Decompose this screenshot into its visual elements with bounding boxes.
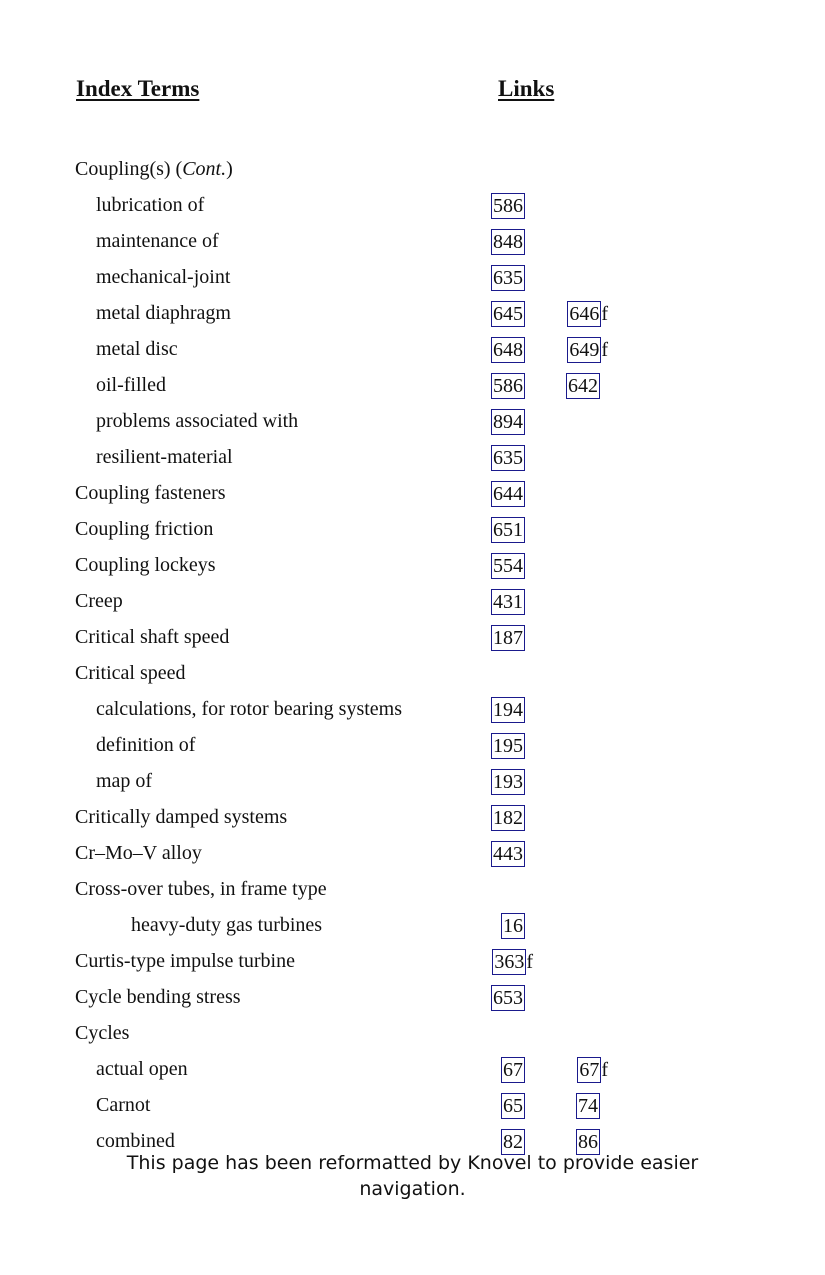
index-entry-row xyxy=(0,840,825,876)
page-link-group xyxy=(501,913,525,939)
index-term-text: combined xyxy=(96,1130,175,1152)
index-term xyxy=(96,192,204,218)
page-link[interactable]: 554 xyxy=(493,555,523,577)
index-entry-row xyxy=(0,336,825,372)
page-link[interactable]: 644 xyxy=(493,483,523,505)
index-term xyxy=(96,768,152,794)
page-link-group xyxy=(501,1057,525,1083)
index-entry-row xyxy=(0,264,825,300)
index-entry-row xyxy=(0,156,825,192)
index-entry-row xyxy=(0,444,825,480)
index-entry-row xyxy=(0,912,825,948)
page-link[interactable]: 635 xyxy=(493,447,523,469)
links-heading: Links xyxy=(498,76,555,101)
page-link[interactable]: 194 xyxy=(493,699,523,721)
index-term xyxy=(75,984,241,1010)
page-link[interactable]: 894 xyxy=(493,411,523,433)
index-term-text: Cr–Mo–V alloy xyxy=(75,842,202,864)
index-entry-row xyxy=(0,480,825,516)
page-link-group xyxy=(491,481,525,507)
page-link[interactable]: 645 xyxy=(493,303,523,325)
index-term xyxy=(75,624,229,650)
page-link-group xyxy=(491,841,525,867)
index-term xyxy=(96,408,298,434)
page-link-group xyxy=(491,373,525,399)
page-link[interactable]: 848 xyxy=(493,231,523,253)
index-term-text: Curtis-type impulse turbine xyxy=(75,950,295,972)
page-link[interactable]: 586 xyxy=(493,195,523,217)
index-term-text: Critically damped systems xyxy=(75,806,288,828)
page-link[interactable]: 86 xyxy=(578,1131,598,1153)
index-term-text: Creep xyxy=(75,590,123,612)
page-link-group xyxy=(491,337,525,363)
page-link[interactable]: 648 xyxy=(493,339,523,361)
page-link-group xyxy=(491,625,525,651)
index-term xyxy=(96,732,195,758)
index-entry-row xyxy=(0,192,825,228)
index-term xyxy=(75,588,123,614)
page-link-group xyxy=(567,301,608,327)
page-link[interactable]: 363 xyxy=(494,951,525,973)
page-link-group xyxy=(491,517,525,543)
index-entry-row xyxy=(0,984,825,1020)
index-term xyxy=(96,228,219,254)
page-link[interactable]: 651 xyxy=(493,519,523,541)
page-link[interactable]: 16 xyxy=(503,915,523,937)
index-term-text: map of xyxy=(96,770,153,792)
page-link[interactable]: 182 xyxy=(493,807,523,829)
index-term xyxy=(75,516,213,542)
index-entry-row xyxy=(0,1020,825,1056)
index-entry-row xyxy=(0,948,825,984)
figure-suffix: f xyxy=(601,303,608,325)
index-term xyxy=(75,1020,129,1046)
index-term xyxy=(75,480,226,506)
index-entry-row xyxy=(0,408,825,444)
index-term xyxy=(96,696,402,722)
index-term-text: Coupling lockeys xyxy=(75,554,216,576)
page-link-group xyxy=(491,553,525,579)
page-link-group xyxy=(491,733,525,759)
page-link[interactable]: 195 xyxy=(493,735,523,757)
page-link[interactable]: 67 xyxy=(503,1059,523,1081)
page-link[interactable]: 193 xyxy=(493,771,523,793)
index-entry-row xyxy=(0,732,825,768)
footer-line-1: This page has been reformatted by Knovel to provide easier xyxy=(126,1152,699,1174)
index-entry-row xyxy=(0,228,825,264)
index-term-text: actual open xyxy=(96,1058,188,1080)
index-term-text: metal diaphragm xyxy=(96,302,231,324)
index-term-text: Coupling(s) ( xyxy=(75,158,183,180)
index-term xyxy=(96,264,230,290)
page-link[interactable]: 67 xyxy=(579,1059,600,1081)
page-link-group xyxy=(491,409,525,435)
index-term xyxy=(75,156,233,182)
index-term-text: Cycles xyxy=(75,1022,130,1044)
index-entry-row xyxy=(0,552,825,588)
index-term xyxy=(75,840,202,866)
page-link[interactable]: 649 xyxy=(569,339,600,361)
index-entry-row xyxy=(0,696,825,732)
page-link[interactable]: 431 xyxy=(493,591,523,613)
index-term xyxy=(96,300,231,326)
page-link[interactable]: 586 xyxy=(493,375,523,397)
index-term-text: Coupling fasteners xyxy=(75,482,226,504)
index-term-text: Critical shaft speed xyxy=(75,626,230,648)
page-link-group xyxy=(491,301,525,327)
index-entry-row xyxy=(0,300,825,336)
index-term-text: Critical speed xyxy=(75,662,186,684)
page-link-group xyxy=(577,1057,608,1083)
index-term-text: Cross-over tubes, in frame type xyxy=(75,878,327,900)
page-link-group xyxy=(491,589,525,615)
index-term xyxy=(75,660,186,686)
page-link-group xyxy=(491,805,525,831)
page-link-group xyxy=(491,193,525,219)
index-entry-row xyxy=(0,768,825,804)
index-entry-row xyxy=(0,804,825,840)
index-term-text: calculations, for rotor bearing systems xyxy=(96,698,403,720)
index-term xyxy=(75,804,287,830)
page-link-group xyxy=(491,265,525,291)
page-link[interactable]: 187 xyxy=(493,627,523,649)
index-term-text: lubrication of xyxy=(96,194,205,216)
page-link[interactable]: 82 xyxy=(503,1131,523,1153)
page-link-group xyxy=(491,445,525,471)
page-link-group xyxy=(567,337,608,363)
index-term-continued: Cont. xyxy=(182,158,227,180)
index-term xyxy=(75,552,216,578)
index-entry-row xyxy=(0,372,825,408)
index-term-text: heavy-duty gas turbines xyxy=(131,914,323,936)
index-term-text: Coupling friction xyxy=(75,518,214,540)
page-link[interactable]: 653 xyxy=(493,987,523,1009)
index-term-text: resilient-material xyxy=(96,446,233,468)
figure-suffix: f xyxy=(526,951,533,973)
page-link[interactable]: 65 xyxy=(503,1095,523,1117)
index-term xyxy=(96,1056,188,1082)
index-term-text: mechanical-joint xyxy=(96,266,231,288)
page-link-group xyxy=(576,1093,600,1119)
index-term xyxy=(75,948,295,974)
index-term xyxy=(96,372,166,398)
index-entry-row xyxy=(0,1092,825,1128)
footer-line-2: navigation. xyxy=(359,1178,466,1200)
index-term xyxy=(96,1092,150,1118)
figure-suffix: f xyxy=(601,1059,608,1081)
index-entry-row xyxy=(0,624,825,660)
page-link-group xyxy=(566,373,600,399)
page-link-group xyxy=(491,769,525,795)
index-entry-row xyxy=(0,516,825,552)
page-link[interactable]: 74 xyxy=(578,1095,598,1117)
index-term-text: Cycle bending stress xyxy=(75,986,241,1008)
index-term xyxy=(131,912,322,938)
knovel-footer-note xyxy=(100,1150,725,1202)
index-entry-row xyxy=(0,660,825,696)
index-terms-heading: Index Terms xyxy=(76,76,200,101)
page-link-group xyxy=(491,229,525,255)
page-link[interactable]: 635 xyxy=(493,267,523,289)
index-term xyxy=(96,444,233,470)
index-term xyxy=(75,876,327,902)
index-term-text: definition of xyxy=(96,734,196,756)
page-link[interactable]: 443 xyxy=(493,843,523,865)
index-entry-row xyxy=(0,588,825,624)
page-link-group xyxy=(492,949,533,975)
index-term-text: oil-filled xyxy=(96,374,166,396)
page-link-group xyxy=(501,1093,525,1119)
index-term-text: problems associated with xyxy=(96,410,299,432)
page-link[interactable]: 642 xyxy=(568,375,598,397)
index-term-text-after: ) xyxy=(226,158,233,180)
index-entry-row xyxy=(0,1056,825,1092)
index-entry-row xyxy=(0,876,825,912)
index-term-text: Carnot xyxy=(96,1094,151,1116)
page-link-group xyxy=(491,697,525,723)
page-link-group xyxy=(491,985,525,1011)
index-term-text: maintenance of xyxy=(96,230,219,252)
index-term xyxy=(96,336,178,362)
index-term-text: metal disc xyxy=(96,338,178,360)
page-link[interactable]: 646 xyxy=(569,303,600,325)
figure-suffix: f xyxy=(601,339,608,361)
